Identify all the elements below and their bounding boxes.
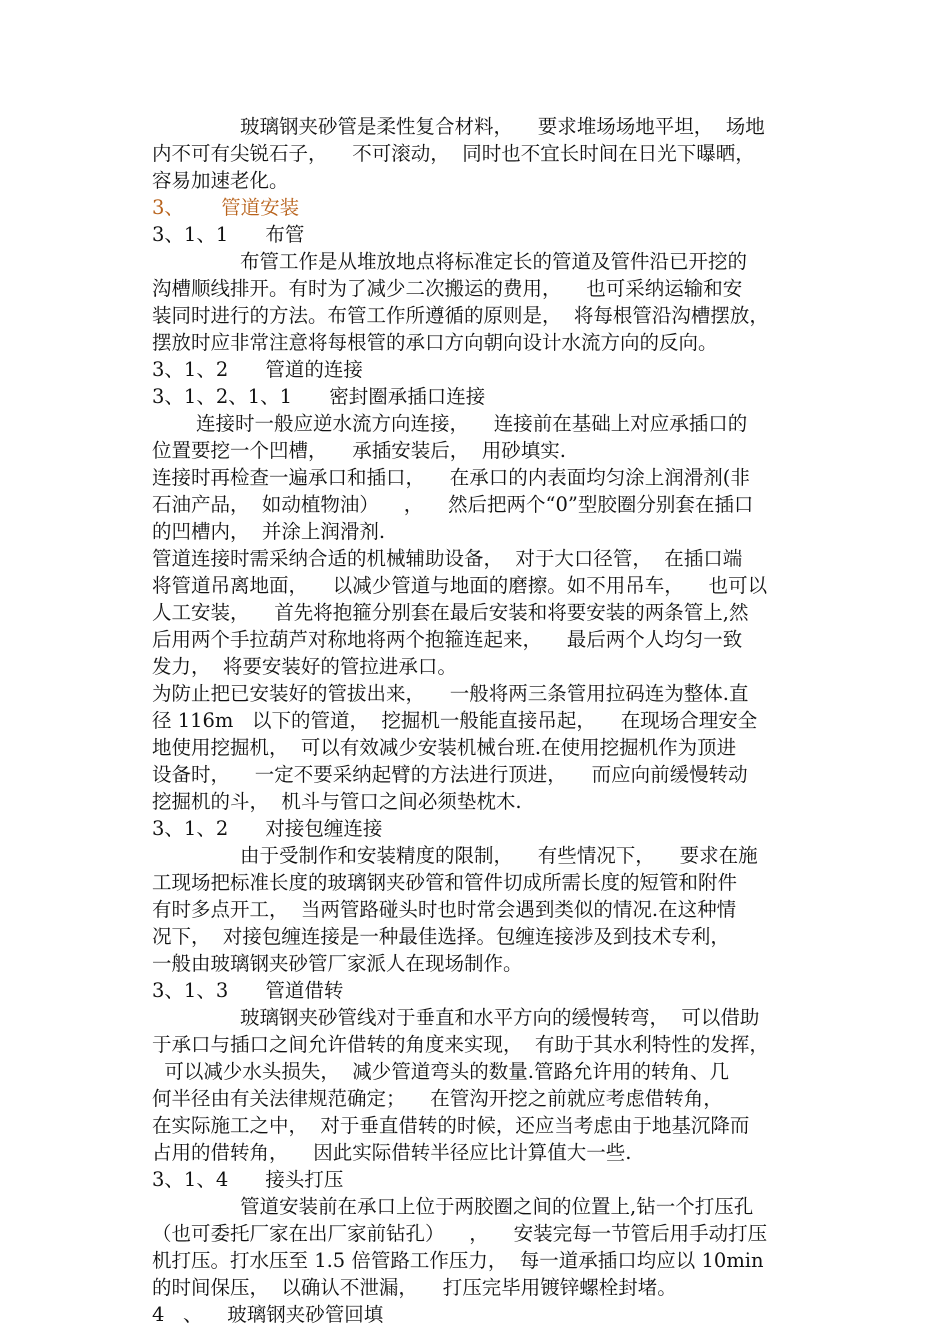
paragraph-line: 工现场把标准长度的玻璃钢夹砂管和管件切成所需长度的短管和附件 [152,871,738,894]
subsection-heading: 3、1、1 布管 [152,223,305,246]
paragraph-line: 摆放时应非常注意将每根管的承口方向朝向设计水流方向的反向。 [152,331,718,354]
section-heading: 3、 管道安装 [152,196,300,219]
paragraph-line: 装同时进行的方法。布管工作所遵循的原则是， 将每根管沿沟槽摆放， [152,304,769,327]
subsection-heading: 3、1、2 对接包缠连接 [152,817,383,840]
document-page [152,113,842,1328]
paragraph-line: 机打压。打水压至 1.5 倍管路工作压力， 每一道承插口均应以 10min [152,1249,764,1272]
paragraph-line: 玻璃钢夹砂管线对于垂直和水平方向的缓慢转弯， 可以借助 [240,1006,760,1029]
paragraph-line: 管道安装前在承口上位于两胶圈之间的位置上,钻一个打压孔 [240,1195,754,1218]
paragraph-line: 在实际施工之中， 对于垂直借转的时候，还应当考虑由于地基沉降而 [152,1114,750,1137]
section-heading: 4 、 玻璃钢夹砂管回填 [152,1303,384,1326]
paragraph-line: 占用的借转角， 因此实际借转半径应比计算值大一些. [152,1141,632,1164]
paragraph-line: 径 116m 以下的管道， 挖掘机一般能直接吊起， 在现场合理安全 [152,709,758,732]
paragraph-line: 位置要挖一个凹槽， 承插安装后， 用砂填实. [152,439,566,462]
paragraph-line: 容易加速老化。 [152,169,289,192]
paragraph-line: 内不可有尖锐石子， 不可滚动， 同时也不宜长时间在日光下曝晒， [152,142,755,165]
paragraph-line: 布管工作是从堆放地点将标准定长的管道及管件沿已开挖的 [240,250,748,273]
paragraph-line: 有时多点开工， 当两管路碰头时也时常会遇到类似的情况.在这种情 [152,898,737,921]
paragraph-line: 人工安装， 首先将抱箍分别套在最后安装和将要安装的两条管上,然 [152,601,749,624]
paragraph-line: 于承口与插口之间允许借转的角度来实现， 有助于其水利特性的发挥， [152,1033,769,1056]
paragraph-line: 况下， 对接包缠连接是一种最佳选择。包缠连接涉及到技术专利， [152,925,730,948]
paragraph-line: （也可委托厂家在出厂家前钻孔） ， 安装完每一节管后用手动打压 [152,1222,768,1245]
paragraph-line: 何半径由有关法律规范确定； 在管沟开挖之前就应考虑借转角， [152,1087,723,1110]
paragraph-line: 沟槽顺线排开。有时为了减少二次搬运的费用， 也可采纳运输和安 [152,277,743,300]
subsection-heading: 3、1、2、1、1 密封圈承插口连接 [152,385,486,408]
paragraph-line: 将管道吊离地面， 以减少管道与地面的磨擦。如不用吊车， 也可以 [152,574,768,597]
paragraph-line: 玻璃钢夹砂管是柔性复合材料， 要求堆场场地平坦， 场地 [240,115,765,138]
paragraph-line: 为防止把已安装好的管拔出来， 一般将两三条管用拉码连为整体.直 [152,682,749,705]
paragraph-line: 地使用挖掘机， 可以有效减少安装机械台班.在使用挖掘机作为顶进 [152,736,737,759]
paragraph-line: 连接时一般应逆水流方向连接， 连接前在基础上对应承插口的 [196,412,748,435]
paragraph-line: 设备时， 一定不要采纳起臂的方法进行顶进， 而应向前缓慢转动 [152,763,748,786]
paragraph-line: 发力， 将要安装好的管拉进承口。 [152,655,457,678]
subsection-heading: 3、1、2 管道的连接 [152,358,363,381]
paragraph-line: 的时间保压， 以确认不泄漏， 打压完毕用镀锌螺栓封堵。 [152,1276,677,1299]
paragraph-line: 连接时再检查一遍承口和插口， 在承口的内表面均匀涂上润滑剂(非 [152,466,750,489]
paragraph-line: 的凹槽内， 并涂上润滑剂. [152,520,386,543]
subsection-heading: 3、1、4 接头打压 [152,1168,344,1191]
paragraph-line: 可以减少水头损失， 减少管道弯头的数量.管路允许用的转角、几 [152,1060,729,1083]
subsection-heading: 3、1、3 管道借转 [152,979,344,1002]
paragraph-line: 一般由玻璃钢夹砂管厂家派人在现场制作。 [152,952,523,975]
paragraph-line: 管道连接时需采纳合适的机械辅助设备， 对于大口径管， 在插口端 [152,547,743,570]
paragraph-line: 石油产品， 如动植物油） ， 然后把两个“0”型胶圈分别套在插口 [152,493,754,516]
paragraph-line: 后用两个手拉葫芦对称地将两个抱箍连起来， 最后两个人均匀一致 [152,628,743,651]
paragraph-line: 由于受制作和安装精度的限制， 有些情况下， 要求在施 [240,844,758,867]
paragraph-line: 挖掘机的斗， 机斗与管口之间必须垫枕木. [152,790,522,813]
